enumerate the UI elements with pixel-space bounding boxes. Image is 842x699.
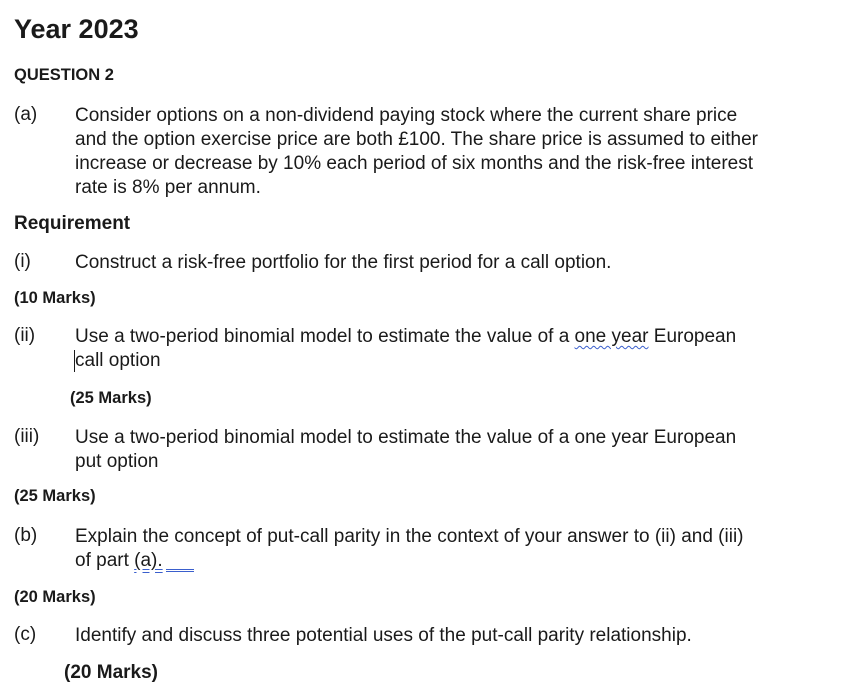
year-title: Year 2023 [14, 14, 139, 44]
trailing-underline [166, 569, 194, 572]
item-ii-marks: (25 Marks) [70, 389, 152, 407]
part-b-underlined-ref: (a). [134, 550, 163, 571]
part-a-line: rate is 8% per annum. [75, 177, 261, 198]
part-a-line: and the option exercise price are both £100. The share price is assumed to either [75, 129, 758, 150]
item-i-text: Construct a risk-free portfolio for the first period for a call option. [75, 252, 612, 273]
item-ii-line1-pre: Use a two-period binomial model to estimate the value of a [75, 326, 575, 347]
item-ii-line [75, 325, 736, 349]
item-iii-line: Use a two-period binomial model to estimate the value of a one year European [75, 427, 737, 448]
item-i-label: (i) [14, 251, 31, 272]
item-iii-line: put option [75, 451, 159, 472]
text-cursor [74, 350, 75, 372]
item-iii-label: (iii) [14, 426, 40, 447]
part-a-line: increase or decrease by 10% each period of six months and the risk-free interest [75, 153, 754, 174]
requirement-heading: Requirement [14, 213, 131, 234]
part-a-text [75, 104, 758, 200]
part-b-text [75, 525, 744, 573]
item-ii-underlined-phrase: one year [574, 326, 649, 347]
part-b-line: Explain the concept of put-call parity in the context of your answer to (ii) and (iii) [75, 526, 744, 547]
question-heading: QUESTION 2 [14, 66, 114, 84]
item-iii-marks: (25 Marks) [14, 487, 96, 505]
part-a-line: Consider options on a non-dividend paying stock where the current share price [75, 105, 738, 126]
part-c-text: Identify and discuss three potential uses of the put-call parity relationship. [75, 625, 692, 646]
part-b-label: (b) [14, 525, 38, 546]
part-b-marks: (20 Marks) [14, 588, 96, 606]
part-b-line2-pre: of part [75, 550, 135, 571]
part-c-label: (c) [14, 624, 37, 645]
part-c-marks: (20 Marks) [64, 662, 158, 683]
item-iii-text [75, 426, 736, 474]
item-ii-label: (ii) [14, 325, 36, 346]
item-ii-line: call option [75, 350, 161, 371]
item-ii-line1-post: European [648, 326, 737, 347]
item-i-marks: (10 Marks) [14, 289, 96, 307]
part-a-label: (a) [14, 104, 38, 125]
item-ii-text [75, 325, 736, 373]
